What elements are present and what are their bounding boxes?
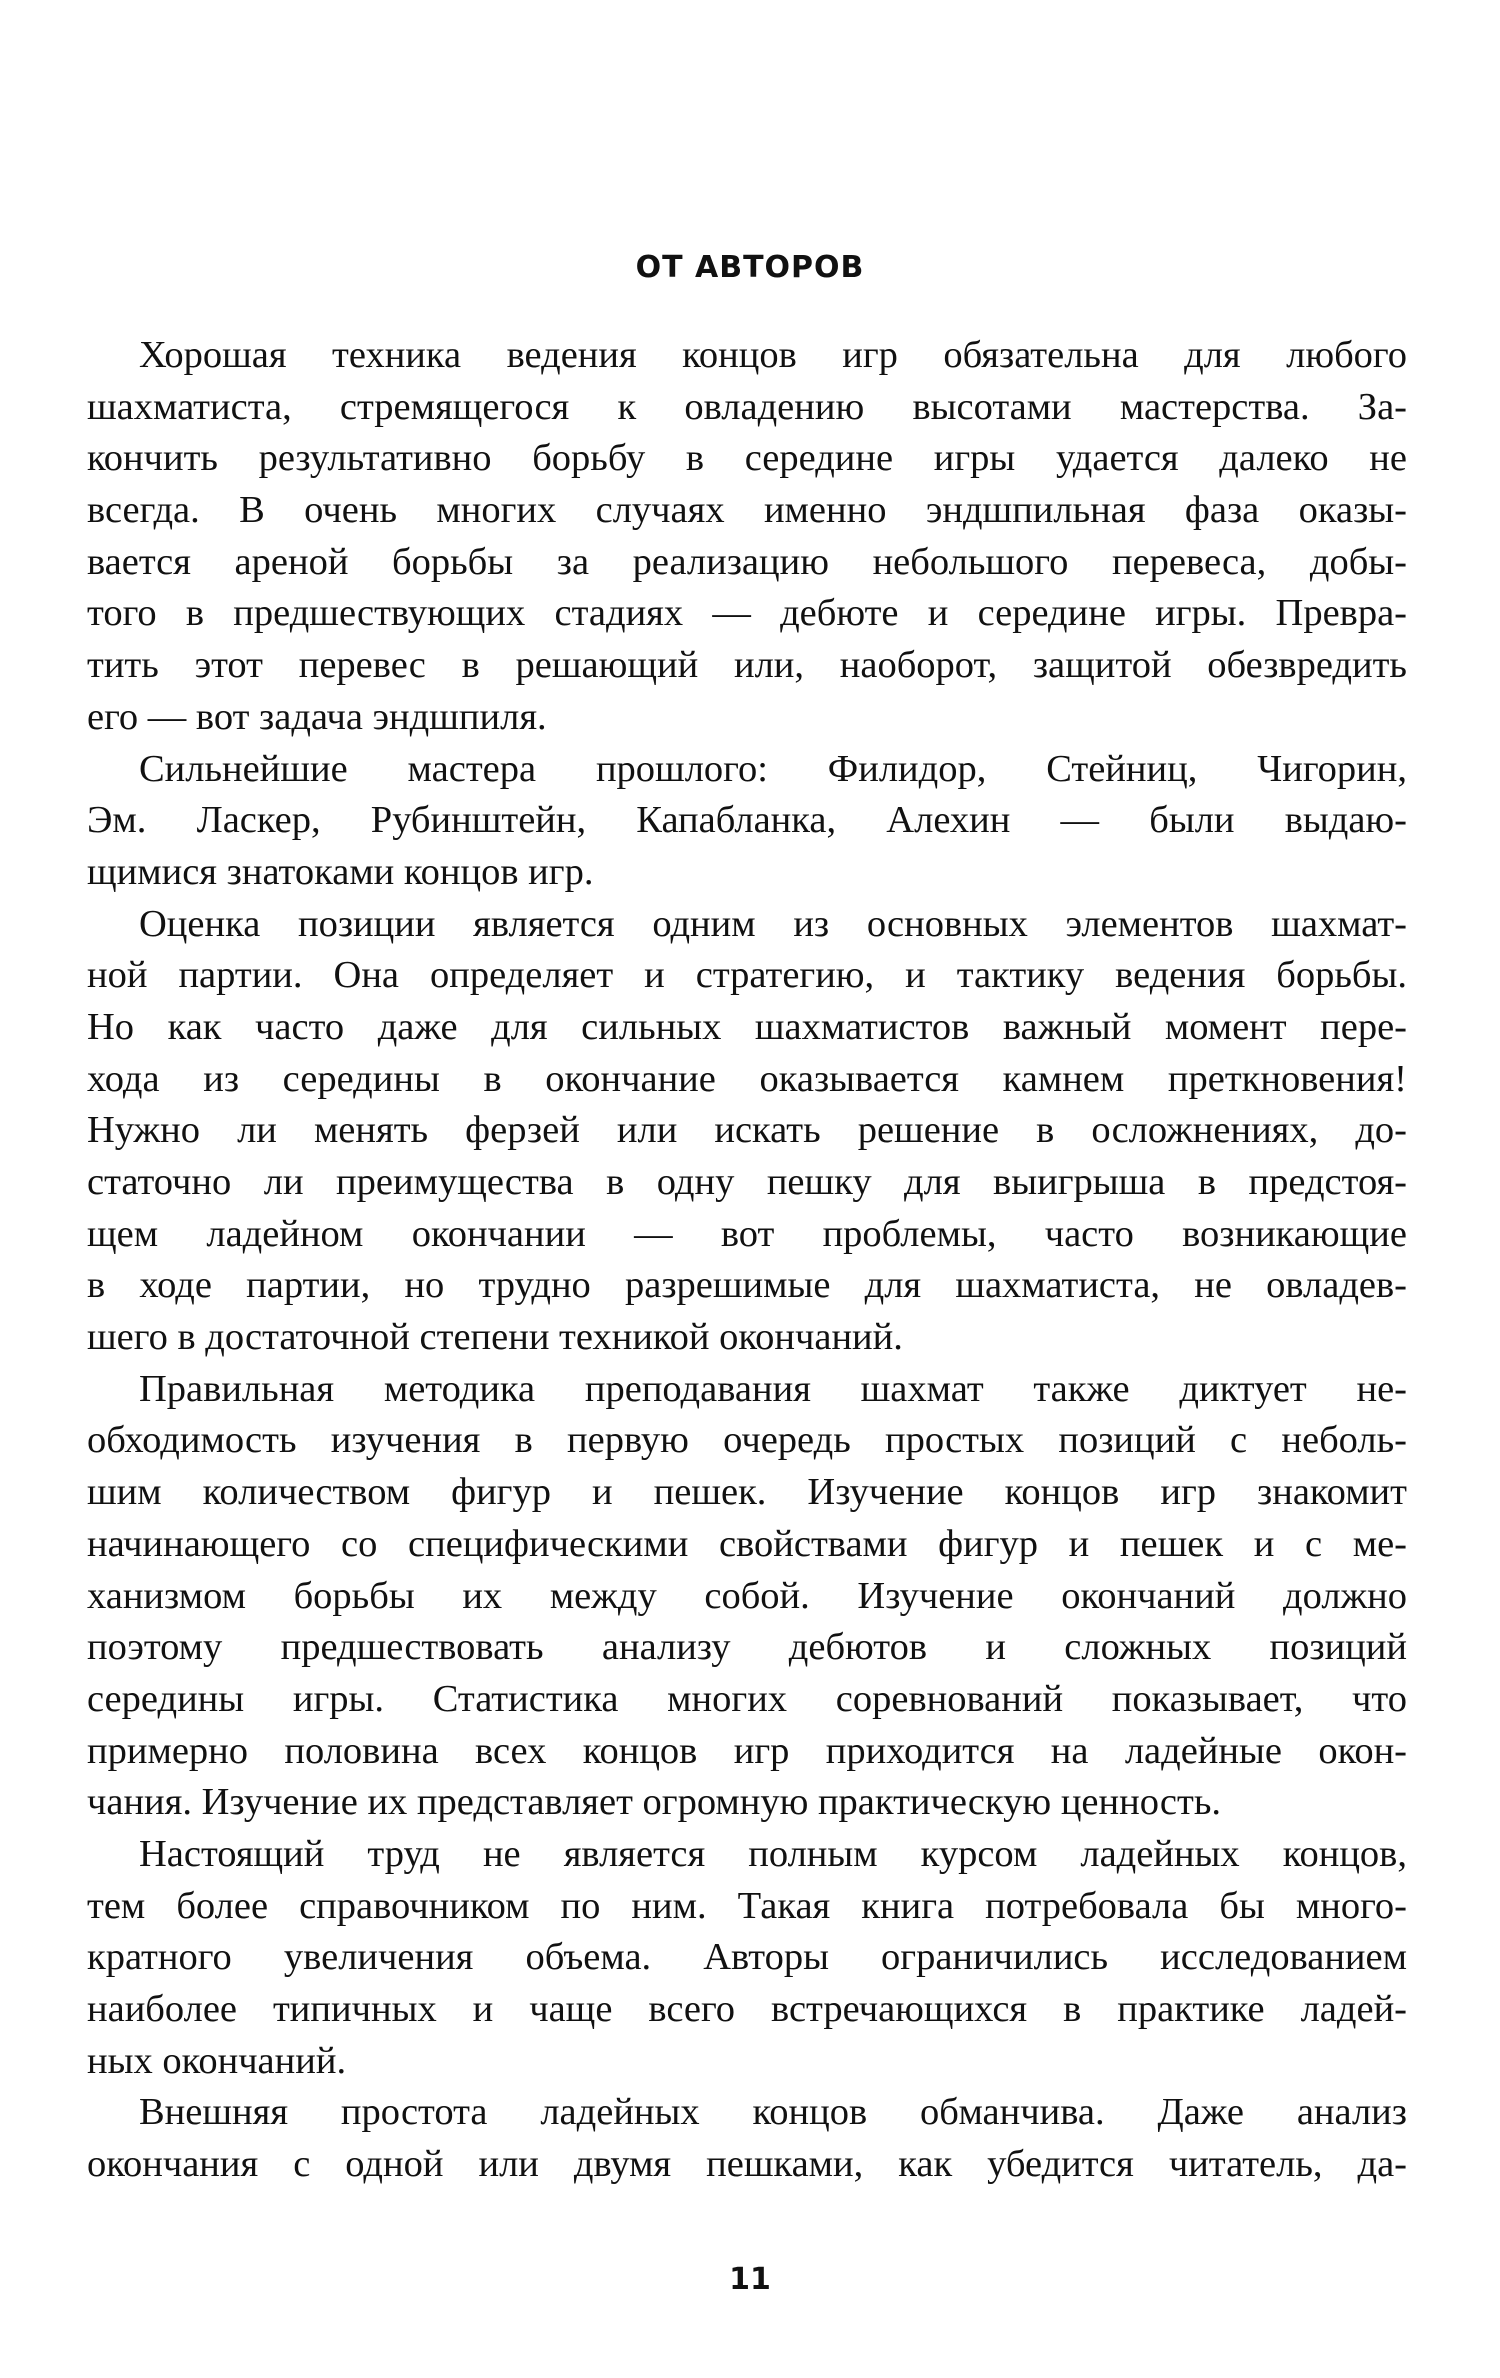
- text-line: середины игры. Статистика многих соревнований показывает, что: [87, 1677, 1407, 1720]
- text-line: статочно ли преимущества в одну пешку для выигрыша в предстоя-: [87, 1161, 1407, 1203]
- body-text: [87, 330, 1407, 2191]
- text-line: Правильная методика преподавания шахмат также диктует не-: [139, 1367, 1407, 1410]
- text-line: начинающего со специфическими свойствами фигур и пешек и с ме-: [87, 1522, 1407, 1565]
- paragraph-3: [87, 899, 1407, 1364]
- text-line: кончить результативно борьбу в середине игры удается далеко не: [87, 437, 1407, 480]
- text-line: чания. Изучение их представляет огромную практическую ценность.: [87, 1781, 1222, 1824]
- text-line: шахматиста, стремящегося к овладению высотами мастерства. За-: [87, 385, 1407, 428]
- text-line: ханизмом борьбы их между собой. Изучение окончаний должно: [87, 1574, 1407, 1617]
- paragraph-6: [87, 2087, 1407, 2190]
- section-heading: ОТ АВТОРОВ: [635, 250, 865, 285]
- text-line: обходимость изучения в первую очередь простых позиций с неболь-: [87, 1419, 1407, 1462]
- text-line: ной партии. Она определяет и стратегию, и тактику ведения борьбы.: [87, 954, 1407, 997]
- text-line: в ходе партии, но трудно разрешимые для шахматиста, не овладев-: [87, 1264, 1407, 1307]
- text-line: щимися знатоками концов игр.: [87, 850, 594, 893]
- text-line: всегда. В очень многих случаях именно эндшпильная фаза оказы-: [87, 489, 1407, 532]
- text-line: Но как часто даже для сильных шахматистов важный момент пере-: [87, 1005, 1407, 1048]
- text-line: наиболее типичных и чаще всего встречающихся в практике ладей-: [87, 1988, 1407, 2030]
- text-line: щем ладейном окончании — вот проблемы, часто возникающие: [87, 1212, 1407, 1255]
- text-line: того в предшествующих стадиях — дебюте и середине игры. Превра-: [87, 592, 1407, 635]
- text-line: Настоящий труд не является полным курсом ладейных концов,: [139, 1832, 1407, 1875]
- text-line: поэтому предшествовать анализу дебютов и сложных позиций: [87, 1626, 1407, 1669]
- text-line: Оценка позиции является одним из основных элементов шахмат-: [139, 902, 1407, 945]
- text-line: Сильнейшие мастера прошлого: Филидор, Стейниц, Чигорин,: [139, 747, 1407, 790]
- text-line: тем более справочником по ним. Такая книга потребовала бы много-: [87, 1884, 1407, 1927]
- text-line: Эм. Ласкер, Рубинштейн, Капабланка, Алехин — были выдаю-: [87, 799, 1407, 842]
- paragraph-4: [87, 1364, 1407, 1829]
- text-line: его — вот задача эндшпиля.: [87, 695, 547, 738]
- text-line: Хорошая техника ведения концов игр обязательна для любого: [139, 334, 1407, 376]
- text-line: окончания с одной или двумя пешками, как убедится читатель, да-: [87, 2143, 1407, 2186]
- text-line: шим количеством фигур и пешек. Изучение концов игр знакомит: [87, 1471, 1407, 1514]
- text-line: кратного увеличения объема. Авторы ограничились исследованием: [87, 1936, 1407, 1979]
- page-number: 11: [729, 2262, 771, 2297]
- text-line: Внешняя простота ладейных концов обманчива. Даже анализ: [139, 2091, 1407, 2134]
- text-line: тить этот перевес в решающий или, наоборот, защитой обезвредить: [87, 644, 1407, 687]
- text-line: примерно половина всех концов игр приходится на ладейные окон-: [87, 1729, 1407, 1772]
- text-line: ных окончаний.: [87, 2039, 347, 2082]
- paragraph-5: [87, 1829, 1407, 2087]
- text-line: Нужно ли менять ферзей или искать решение в осложнениях, до-: [87, 1109, 1407, 1152]
- text-line: хода из середины в окончание оказывается камнем преткновения!: [87, 1057, 1407, 1100]
- text-line: вается ареной борьбы за реализацию небольшого перевеса, добы-: [87, 540, 1407, 583]
- text-line: шего в достаточной степени техникой окончаний.: [87, 1316, 903, 1359]
- paragraph-2: [87, 744, 1407, 899]
- paragraph-1: [87, 330, 1407, 744]
